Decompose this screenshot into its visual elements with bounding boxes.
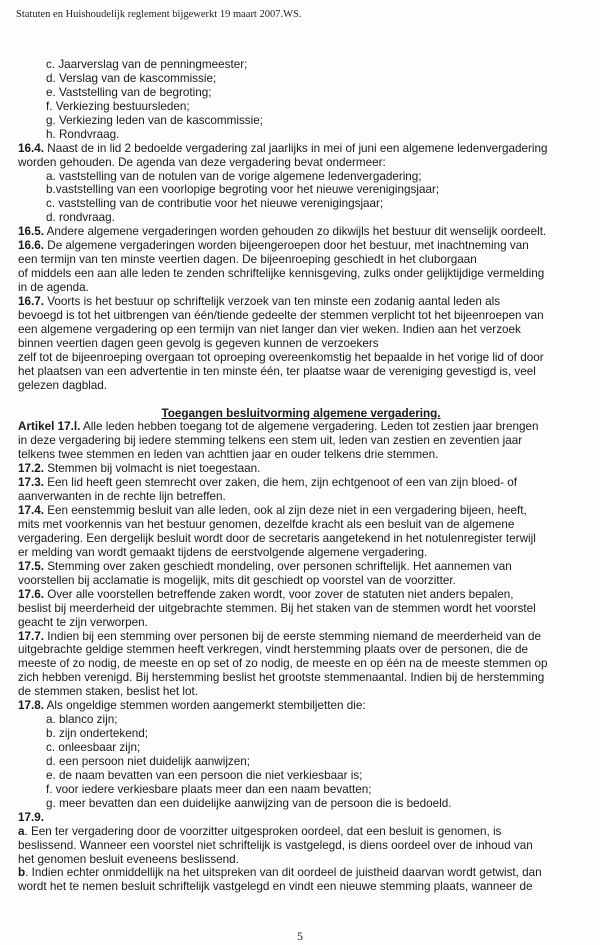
article-line — [18, 239, 584, 253]
line-text: h. Rondvraag. — [46, 127, 120, 141]
line-text: Indien bij een stemming over personen bij de eerste stemming niemand de meerderheid van de — [44, 629, 542, 643]
line-text: zich hebben verenigd. Bij herstemming beslist het grootste stemmenaantal. Indien bij de herstemming — [18, 671, 545, 685]
article-number: a — [18, 824, 25, 838]
line-text: Andere algemene vergaderingen worden gehouden zo dikwijls het bestuur dit wenselijk oordeelt. — [44, 225, 547, 239]
line-text: uitgebrachte geldige stemmen heeft verkregen, vindt herstemming plaats over de personen, die de — [18, 643, 529, 657]
line-text: Een lid heeft geen stemrecht over zaken, die hem, zijn echtgenoot of een van zijn bloed- of — [44, 476, 517, 490]
line-text: meeste of zo nodig, de meeste en op set of zo nodig, de meeste en op één na de meeste stemmen op — [18, 657, 548, 671]
article-number: b — [18, 866, 26, 880]
line-text: De algemene vergaderingen worden bijeengeroepen door het bestuur, met inachtneming van — [44, 239, 529, 253]
article-line — [18, 811, 584, 825]
list-item — [18, 183, 584, 197]
text-line — [18, 532, 584, 546]
line-text: . Indien echter onmiddellijk na het uitspreken van dit oordeel de juistheid daarvan wordt getwist, dan — [25, 866, 542, 880]
list-item — [18, 727, 584, 741]
line-text: gelezen dagblad. — [18, 378, 108, 392]
article-number: 17.4. — [18, 504, 44, 518]
line-text: wordt het te nemen besluit schriftelijk vastgelegd en vindt een nieuwe stemming plaats, wanneer de — [18, 880, 533, 894]
list-item — [18, 197, 584, 211]
line-text: b. zijn ondertekend; — [46, 727, 149, 741]
text-line — [18, 685, 584, 699]
text-line — [18, 365, 584, 379]
list-item — [18, 128, 584, 142]
article-line — [18, 225, 584, 239]
line-text: aanverwanten in de rechte lijn betreffen. — [18, 490, 226, 504]
text-line — [18, 574, 584, 588]
line-text: a. vaststelling van de notulen van de vorige algemene ledenvergadering; — [46, 169, 422, 183]
line-text: worden gehouden. De agenda van deze vergadering bevat ondermeer: — [18, 155, 386, 169]
line-text: Als ongeldige stemmen worden aangemerkt stembiljetten die: — [44, 699, 366, 713]
list-item — [18, 797, 584, 811]
line-text: het plaatsen van een advertentie in ten minste één, ter plaatse waar de vereniging gevestigd is, veel — [18, 364, 536, 378]
line-text: zelf tot de bijeenroeping overgaan tot oproeping overeenkomstig het bepaalde in het vorige lid of door — [18, 350, 544, 364]
article-line — [18, 420, 584, 434]
line-text: beslist bij meerderheid der uitgebrachte stemmen. Bij het staken van de stemmen wordt het voorstel — [18, 601, 536, 615]
line-text: c. Jaarverslag van de penningmeester; — [46, 58, 248, 71]
line-text: geacht te zijn verworpen. — [18, 615, 148, 629]
article-line — [18, 504, 584, 518]
line-text: een algemene vergadering op een termijn van niet langer dan vier weken. Indien aan het verzoek — [18, 322, 521, 336]
article-number: 17.5. — [18, 559, 44, 573]
article-line — [18, 560, 584, 574]
article-line — [18, 295, 584, 309]
text-line — [18, 448, 584, 462]
line-text: g. Verkiezing leden van de kascommissie; — [46, 113, 263, 127]
text-line — [18, 156, 584, 170]
text-line — [18, 309, 584, 323]
list-item — [18, 58, 584, 72]
line-text: in de agenda. — [18, 281, 89, 294]
line-text: Stemmen bij volmacht is niet toegestaan. — [44, 462, 261, 476]
list-item — [18, 755, 584, 769]
section-title: Toegangen besluitvorming algemene vergadering. — [161, 406, 441, 420]
text-line — [18, 602, 584, 616]
line-text: Alle leden hebben toegang tot de algemene vergadering. Leden tot zestien jaar brengen — [80, 420, 539, 434]
line-text: beslissend. Wanneer een voorstel niet schriftelijk is vastgelegd, is diens oordeel over de inhoud van — [18, 838, 533, 852]
line-text: c. onleesbaar zijn; — [46, 741, 141, 754]
line-text: in deze vergadering bij iedere stemming telkens een stem uit, leden van zestien en zeventien jaar — [18, 434, 523, 448]
article-number: 17.6. — [18, 587, 44, 601]
line-text: g. meer bevatten dan een duidelijke aanwijzing van de persoon die is bedoeld. — [46, 796, 452, 810]
paragraph-gap — [18, 393, 584, 407]
text-line — [18, 490, 584, 504]
text-line — [18, 281, 584, 295]
text-line — [18, 616, 584, 630]
article-number: 16.7. — [18, 294, 44, 308]
line-text: d. een persoon niet duidelijk aanwijzen; — [46, 754, 251, 768]
list-item — [18, 170, 584, 184]
list-item — [18, 211, 584, 225]
line-text: binnen veertien dagen geen gevolg is gegeven kunnen de verzoekers — [18, 336, 379, 350]
line-text: a. blanco zijn; — [46, 713, 118, 727]
article-number: Artikel 17.l. — [18, 420, 81, 434]
list-item — [18, 741, 584, 755]
line-text: Over alle voorstellen betreffende zaken wordt, voor zover de statuten niet anders bepalen, — [44, 587, 514, 601]
article-number: 17.7. — [18, 629, 44, 643]
text-line — [18, 379, 584, 393]
line-text: b.vaststelling van een voorlopige begroting voor het nieuwe verenigingsjaar; — [46, 183, 440, 197]
line-text: vergadering. Een dergelijk besluit wordt door de secretaris aangetekend in het notulenregister terwijl — [18, 531, 536, 545]
text-line — [18, 337, 584, 351]
line-text: bevoegd is tot het uitbrengen van één/tiende gedeelte der stemmen verplicht tot het bijeenroepen van — [18, 308, 544, 322]
list-item — [18, 713, 584, 727]
article-line — [18, 825, 584, 839]
article-number: 16.5. — [18, 225, 44, 239]
running-header: Statuten en Huishoudelijk reglement bijgewerkt 19 maart 2007.WS. — [16, 9, 302, 20]
line-text: of middels een aan alle leden te zenden schriftelijke kennisgeving, zulks onder gelijktijdige vermelding — [18, 267, 545, 281]
article-number: 16.6. — [18, 239, 44, 253]
document-body — [18, 58, 584, 894]
list-item — [18, 769, 584, 783]
article-number: 17.9. — [18, 810, 44, 824]
text-line — [18, 880, 584, 894]
line-text: voorstellen bij acclamatie is mogelijk, mits dit geschiedt op voorstel van de voorzitter. — [18, 573, 456, 587]
list-item — [18, 783, 584, 797]
text-line — [18, 853, 584, 867]
line-text: een termijn van ten minste veertien dagen. De bijeenroeping geschiedt in het cluborgaan — [18, 253, 477, 267]
article-line — [18, 476, 584, 490]
text-line — [18, 839, 584, 853]
list-item — [18, 72, 584, 86]
article-line — [18, 462, 584, 476]
line-text: d. Verslag van de kascommissie; — [46, 71, 217, 85]
line-text: er melding van wordt gemaakt tijdens de eerstvolgende algemene vergadering. — [18, 545, 428, 559]
text-line — [18, 253, 584, 267]
line-text: mits met voorkennis van het bestuur genomen, dezelfde kracht als een besluit van de algemene — [18, 518, 515, 531]
list-item — [18, 86, 584, 100]
line-text: e. de naam bevatten van een persoon die niet verkiesbaar is; — [46, 768, 363, 782]
article-number: 17.3. — [18, 476, 44, 490]
line-text: de stemmen staken, beslist het lot. — [18, 685, 198, 699]
text-line — [18, 323, 584, 337]
line-text: e. Vaststelling van de begroting; — [46, 85, 212, 99]
article-number: 17.8. — [18, 699, 44, 713]
text-line — [18, 267, 584, 281]
article-line — [18, 866, 584, 880]
article-line — [18, 630, 584, 644]
text-line — [18, 546, 584, 560]
text-line — [18, 434, 584, 448]
article-number: 17.2. — [18, 462, 44, 476]
line-text: . Een ter vergadering door de voorzitter uitgesproken oordeel, dat een besluit is genomen, is — [24, 824, 502, 838]
article-number: 16.4. — [18, 141, 44, 155]
line-text: c. vaststelling van de contributie voor het nieuwe verenigingsjaar; — [46, 197, 384, 211]
text-line — [18, 657, 584, 671]
line-text: Stemming over zaken geschiedt mondeling, over personen schriftelijk. Het aannemen van — [44, 559, 512, 573]
text-line — [18, 518, 584, 532]
list-item — [18, 100, 584, 114]
article-line — [18, 588, 584, 602]
line-text: f. voor iedere verkiesbare plaats meer dan een naam bevatten; — [46, 782, 372, 796]
text-line — [18, 671, 584, 685]
line-text: Een eenstemmig besluit van alle leden, ook al zijn deze niet in een vergadering bijeen, heeft, — [44, 504, 527, 518]
line-text: Voorts is het bestuur op schriftelijk verzoek van ten minste een zodanig aantal leden als — [44, 294, 501, 308]
page-number: 5 — [297, 929, 303, 943]
article-line — [18, 142, 584, 156]
line-text: telkens twee stemmen en leden van achttien jaar en ouder telkens drie stemmen. — [18, 448, 439, 462]
text-line — [18, 643, 584, 657]
line-text: d. rondvraag. — [46, 211, 115, 225]
list-item — [18, 114, 584, 128]
article-line — [18, 699, 584, 713]
line-text: het genomen besluit eveneens beslissend. — [18, 852, 239, 866]
line-text: f. Verkiezing bestuursleden; — [46, 99, 190, 113]
line-text: Naast de in lid 2 bedoelde vergadering zal jaarlijks in mei of juni een algemene ledenvergadering — [44, 141, 548, 155]
text-line — [18, 351, 584, 365]
